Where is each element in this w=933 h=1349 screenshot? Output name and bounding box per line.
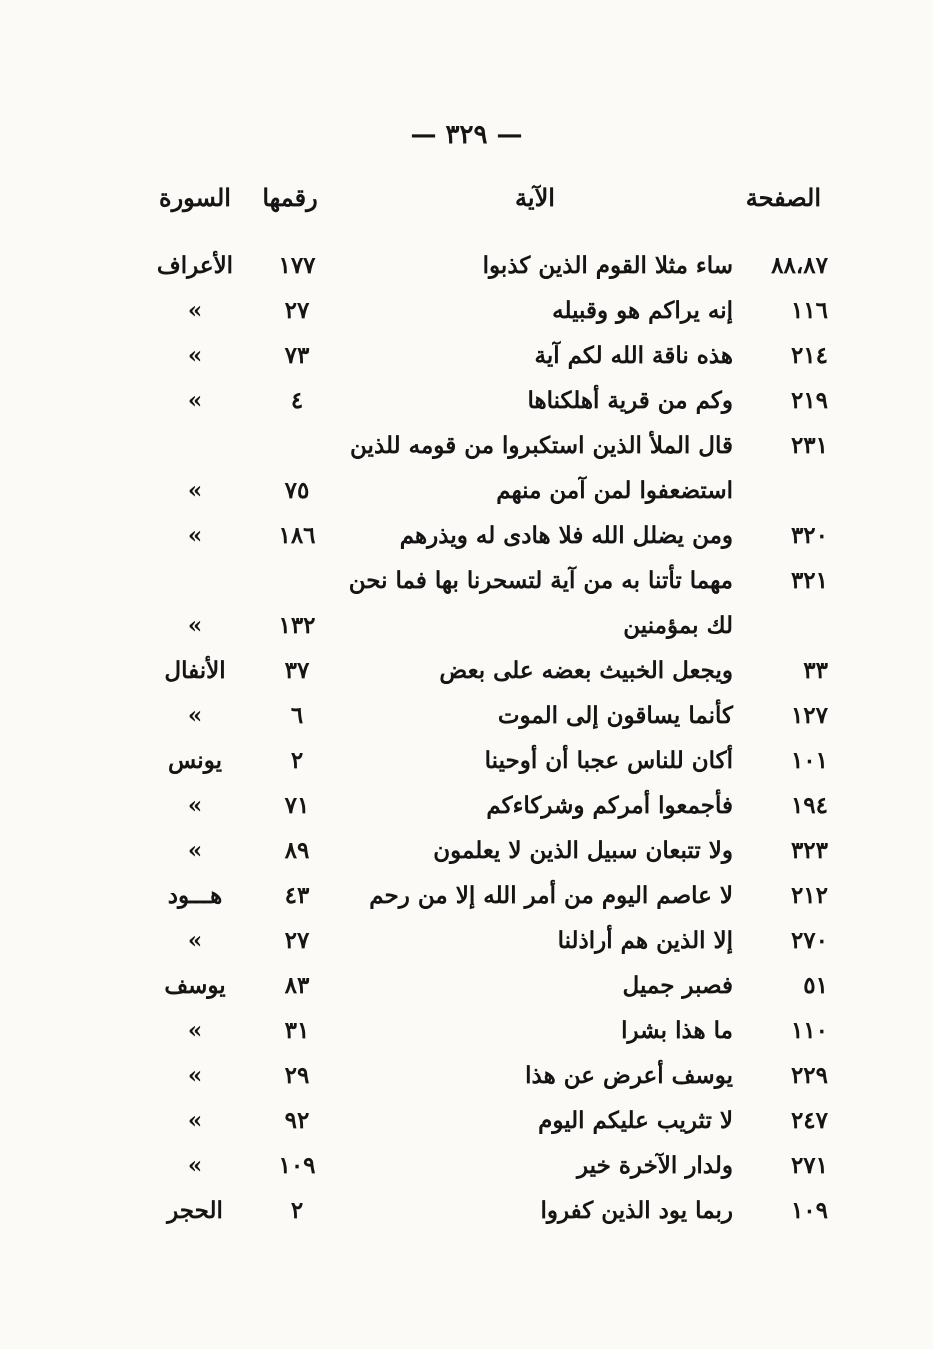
verse-cell: استضعفوا لمن آمن منهم [496,477,733,504]
number-cell: ٧٥ [284,477,310,504]
table-row [0,1103,933,1148]
verse-cell: لك بمؤمنين [623,612,733,639]
header-surah: السورة [159,183,231,212]
table-row [0,1013,933,1058]
page-cell: ١٠٩ [790,1197,828,1224]
page-cell: ١٠١ [790,747,828,774]
table-row [0,968,933,1013]
verse-cell: إنه يراكم هو وقبيله [552,297,733,324]
verse-cell: فصبر جميل [622,972,733,999]
surah-cell: » [187,477,203,504]
table-row [0,428,933,473]
table-row [0,473,933,518]
table-row [0,1058,933,1103]
page-cell: ٢٧٠ [790,927,828,954]
table-row [0,293,933,338]
verse-cell: ومن يضلل الله فلا هادى له ويذرهم [399,522,733,549]
table-row [0,518,933,563]
number-cell: ٩٢ [284,1107,310,1134]
surah-cell: » [187,1152,203,1179]
page-cell: ١١٦ [790,297,828,324]
table-row [0,923,933,968]
verse-cell: إلا الذين هم أراذلنا [557,927,733,954]
page-cell: ٨٨،٨٧ [771,252,828,279]
surah-cell: » [187,1107,203,1134]
page-cell: ٣٢٠ [790,522,828,549]
page-cell: ٥١ [803,972,828,999]
verse-cell: هذه ناقة الله لكم آية [534,342,733,369]
number-cell: ٨٣ [284,972,310,999]
page-number: — ٣٢٩ — [410,120,523,150]
number-cell: ٢٩ [284,1062,310,1089]
surah-cell: يونس [167,747,222,774]
page-cell: ٣٢٣ [790,837,828,864]
number-cell: ١٠٩ [278,1152,316,1179]
header-page: الصفحة [745,183,821,212]
page-cell: ٢١٤ [790,342,828,369]
table-row [0,1148,933,1193]
surah-cell: » [187,1017,203,1044]
table-row [0,653,933,698]
verse-cell: ما هذا بشرا [621,1017,733,1044]
number-cell: ١٨٦ [278,522,316,549]
surah-cell: » [187,792,203,819]
page-cell: ١٩٤ [790,792,828,819]
number-cell: ٧١ [284,792,310,819]
number-cell: ٧٣ [284,342,310,369]
verse-cell: مهما تأتنا به من آية لتسحرنا بها فما نحن [348,567,733,594]
table-row [0,1193,933,1238]
number-cell: ١٣٢ [278,612,316,639]
table-row [0,338,933,383]
verse-cell: ولدار الآخرة خير [576,1152,733,1179]
verse-cell: أكان للناس عجبا أن أوحينا [484,747,733,774]
surah-cell: يوسف [164,972,226,999]
surah-cell: » [187,297,203,324]
table-row [0,698,933,743]
surah-cell: » [187,702,203,729]
verse-cell: وكم من قرية أهلكناها [527,387,733,414]
table-row [0,608,933,653]
page-cell: ٢١٩ [790,387,828,414]
surah-cell: الأنفال [164,657,226,684]
surah-cell: » [187,837,203,864]
page-cell: ١٢٧ [790,702,828,729]
index-table [0,248,933,1238]
table-row [0,788,933,833]
surah-cell: الأعراف [156,252,234,279]
table-row [0,248,933,293]
verse-cell: يوسف أعرض عن هذا [525,1062,733,1089]
number-cell: ٢ [290,747,304,774]
number-cell: ١٧٧ [278,252,316,279]
verse-cell: ولا تتبعان سبيل الذين لا يعلمون [433,837,733,864]
verse-cell: قال الملأ الذين استكبروا من قومه للذين [350,432,733,459]
page-cell: ٢٧١ [790,1152,828,1179]
verse-cell: ساء مثلا القوم الذين كذبوا [482,252,733,279]
number-cell: ٤٣ [284,882,310,909]
surah-cell: » [187,522,203,549]
page-cell: ١١٠ [790,1017,828,1044]
table-row [0,833,933,878]
number-cell: ٨٩ [284,837,310,864]
surah-cell: » [187,387,203,414]
verse-cell: كأنما يساقون إلى الموت [497,702,733,729]
surah-cell: الحجر [167,1197,223,1224]
table-header [0,183,933,223]
number-cell: ٢٧ [284,927,310,954]
header-number: رقمها [262,183,318,212]
header-verse: الآية [515,183,555,212]
page-cell: ٢١٢ [790,882,828,909]
number-cell: ٢ [290,1197,304,1224]
surah-cell: » [187,612,203,639]
page-cell: ٣٢١ [790,567,828,594]
surah-cell: » [187,927,203,954]
verse-cell: ويجعل الخبيث بعضه على بعض [439,657,733,684]
number-cell: ٣١ [284,1017,310,1044]
page-cell: ٢٢٩ [790,1062,828,1089]
page-cell: ٢٤٧ [790,1107,828,1134]
verse-cell: فأجمعوا أمركم وشركاءكم [486,792,733,819]
table-row [0,878,933,923]
table-row [0,743,933,788]
table-row [0,563,933,608]
number-cell: ٢٧ [284,297,310,324]
verse-cell: لا عاصم اليوم من أمر الله إلا من رحم [369,882,733,909]
verse-cell: لا تثريب عليكم اليوم [538,1107,733,1134]
number-cell: ٣٧ [284,657,310,684]
surah-cell: » [187,342,203,369]
surah-cell: » [187,1062,203,1089]
page-cell: ٢٣١ [790,432,828,459]
verse-cell: ربما يود الذين كفروا [540,1197,733,1224]
page-cell: ٣٣ [803,657,828,684]
number-cell: ٤ [290,387,304,414]
number-cell: ٦ [290,702,304,729]
surah-cell: هـــود [167,882,223,909]
table-row [0,383,933,428]
